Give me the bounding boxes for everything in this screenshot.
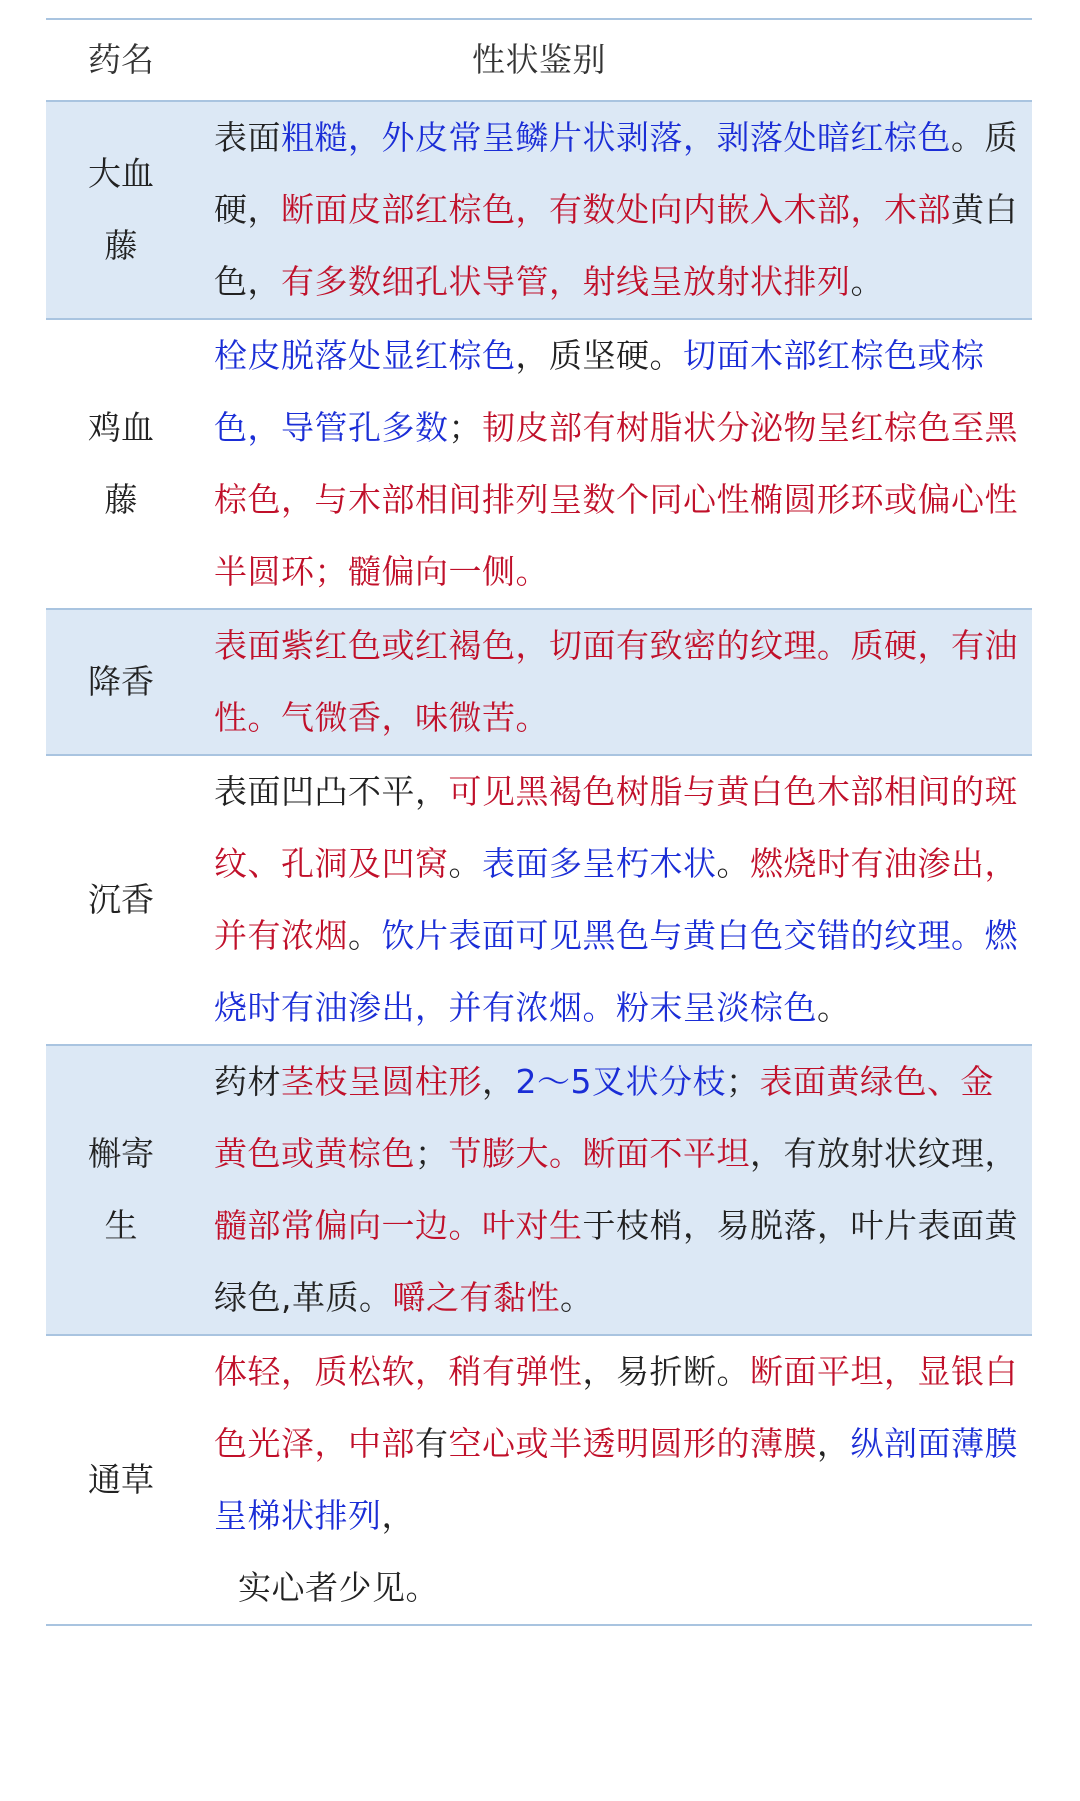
table-body xyxy=(46,102,1032,1626)
description-segment: 断面皮部红棕色，有数处向内嵌入木部，木部 xyxy=(281,190,951,229)
herb-name: 大血 藤 xyxy=(88,154,154,265)
description-segment: 髓部常偏向一边。叶对生 xyxy=(214,1206,583,1245)
description-segment: 燃烧时有油渗出，并有浓烟 xyxy=(214,844,1018,955)
description-segment: ， xyxy=(817,1424,851,1463)
description-segment: 有 xyxy=(415,1424,449,1463)
description-segment: 表面黄绿色、金黄色或黄棕色 xyxy=(214,1062,994,1173)
description-segment: 于枝梢，易脱落，叶片表面黄绿色,革质。 xyxy=(214,1206,1018,1317)
herb-description xyxy=(196,756,1032,1044)
description-segment: 断面平坦，显银白色光泽，中部 xyxy=(214,1352,1018,1463)
description-segment: 粗糙，外皮常呈鳞片状剥落，剥落处暗红棕色 xyxy=(281,118,951,157)
herb-comparison-table xyxy=(46,18,1032,1626)
description-segment: 表面 xyxy=(214,118,281,157)
row-divider xyxy=(46,1624,1032,1626)
table-row xyxy=(46,1046,1032,1334)
table-header-row xyxy=(46,20,1032,100)
description-segment: 嚼之有黏性 xyxy=(392,1278,560,1317)
table-row xyxy=(46,756,1032,1044)
herb-description xyxy=(196,1046,1032,1334)
description-extra-line: 实心者少见。 xyxy=(238,1568,439,1607)
herb-name: 鸡血 藤 xyxy=(88,408,154,519)
description-segment: 韧皮部有树脂状分泌物呈红棕色至黑棕色，与木部相间排列呈数个同心性椭圆形环或偏心性半圆环；髓偏向一侧。 xyxy=(214,408,1018,591)
herb-description xyxy=(196,1336,1032,1624)
table-row xyxy=(46,102,1032,318)
description-segment: 表面凹凸不平， xyxy=(214,772,449,811)
description-segment: 。 xyxy=(348,916,382,955)
description-segment: 有多数细孔状导管，射线呈放射状排列 xyxy=(281,262,851,301)
table-row xyxy=(46,1336,1032,1624)
description-segment: 。 xyxy=(850,262,884,301)
description-segment: ， xyxy=(381,1496,415,1535)
description-segment: 。 xyxy=(560,1278,594,1317)
herb-name: 沉香 xyxy=(88,880,154,919)
description-segment: 空心或半透明圆形的薄膜 xyxy=(448,1424,817,1463)
description-segment: 2～5叉状分枝 xyxy=(515,1062,726,1101)
description-segment: 体轻，质松软，稍有弹性 xyxy=(214,1352,583,1391)
herb-description xyxy=(196,102,1032,318)
description-segment: 茎枝呈圆柱形 xyxy=(281,1062,482,1101)
description-segment: ， xyxy=(482,1062,516,1101)
description-segment: 黄白色， xyxy=(214,190,1018,301)
herb-description xyxy=(196,610,1032,754)
description-segment: 可见黑褐色树脂与黄白色木部相间的斑纹、孔洞及凹窝 xyxy=(214,772,1018,883)
description-segment: ； xyxy=(415,1134,449,1173)
herb-name: 通草 xyxy=(88,1460,154,1499)
description-segment: 切面木部红棕色或棕色，导管孔多数 xyxy=(214,336,985,447)
description-segment: ，易折断。 xyxy=(582,1352,750,1391)
description-segment: ； xyxy=(726,1062,760,1101)
description-segment: 饮片表面可见黑色与黄白色交错的纹理。燃烧时有油渗出，并有浓烟。粉末呈淡棕色 xyxy=(214,916,1018,1027)
description-segment: 表面紫红色或红褐色，切面有致密的纹理。质硬，有油性。气微香，味微苦。 xyxy=(214,626,1018,737)
description-segment: ，质坚硬。 xyxy=(515,336,683,375)
description-segment: 。质硬， xyxy=(214,118,1018,229)
table-row xyxy=(46,610,1032,754)
description-segment: 。 xyxy=(448,844,482,883)
description-segment: 药材 xyxy=(214,1062,281,1101)
herb-description xyxy=(196,320,1032,608)
description-segment: 表面多呈朽木状 xyxy=(482,844,717,883)
description-segment: ，有放射状纹理， xyxy=(750,1134,1018,1173)
description-segment: 。 xyxy=(716,844,750,883)
description-segment: ； xyxy=(448,408,482,447)
description-segment: 栓皮脱落处显红棕色 xyxy=(214,336,516,375)
description-segment: 节膨大。断面不平坦 xyxy=(448,1134,750,1173)
header-name-column: 药名 xyxy=(88,40,154,79)
description-segment: 纵剖面薄膜呈梯状排列 xyxy=(214,1424,1018,1535)
table-row xyxy=(46,320,1032,608)
herb-name: 降香 xyxy=(88,662,154,701)
herb-name: 槲寄 生 xyxy=(88,1134,154,1245)
description-segment: 。 xyxy=(817,988,851,1027)
header-description-column: 性状鉴别 xyxy=(472,40,606,79)
